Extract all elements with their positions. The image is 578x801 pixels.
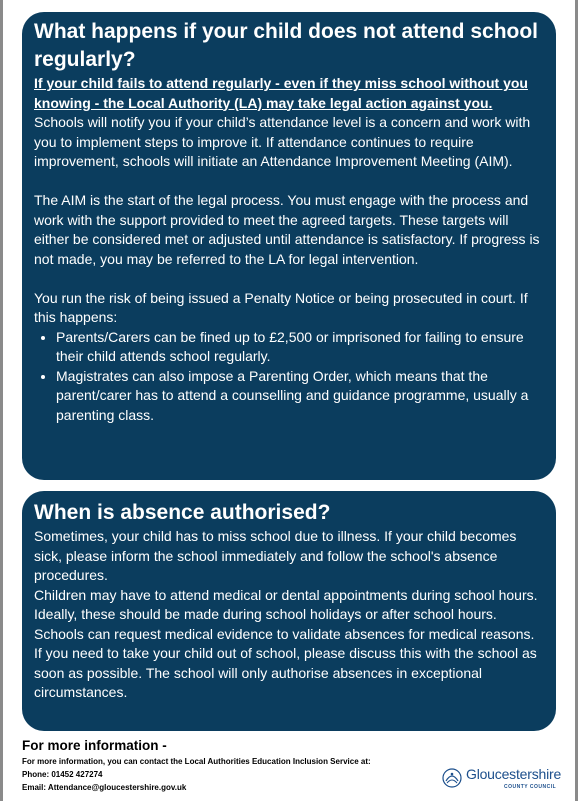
- council-crest-icon: [442, 767, 462, 789]
- paragraph-aim-process: The AIM is the start of the legal process. You must engage with the process and work with the support provided to meet the agreed targets. These targets will either be considered met or adjusted until attendance is satisfactory. If progress is not made, you may be referred to the LA for legal intervention.: [34, 192, 540, 267]
- footer-contact-intro: For more information, you can contact the Local Authorities Education Inclusion Service at:: [22, 757, 371, 766]
- spacer: [34, 172, 544, 192]
- logo-subtitle: COUNTY COUNCIL: [504, 784, 557, 790]
- gloucestershire-logo: [442, 766, 566, 796]
- page-border-left: [0, 0, 3, 801]
- footer-email[interactable]: Email: Attendance@gloucestershire.gov.uk: [22, 783, 187, 792]
- section-heading-attendance: What happens if your child does not attend school regularly?: [34, 20, 539, 71]
- paragraph-penalty-risk: You run the risk of being issued a Penalty Notice or being prosecuted in court. If this happens:: [34, 289, 528, 325]
- logo-name: Gloucestershire: [466, 766, 562, 782]
- paragraph-illness: Sometimes, your child has to miss school due to illness. If your child becomes sick, please inform the school immediately and follow the school's absence procedures.: [34, 528, 517, 583]
- attendance-section-panel: [22, 12, 556, 480]
- paragraph-exceptional: If you need to take your child out of school, please discuss this with the school as soon as possible. The school will only authorise absences in exceptional circumstances.: [34, 645, 537, 700]
- footer-title: For more information -: [22, 738, 167, 753]
- paragraph-appointments: Children may have to attend medical or dental appointments during school hours. Ideally, these should be made during school holidays or after school hours. Schools can request medical evidence to validate absences for medical reasons.: [34, 586, 538, 642]
- spacer: [34, 269, 544, 289]
- penalty-bullet-list: [34, 328, 544, 426]
- bullet-fine: • Parents/Carers can be fined up to £2,500 or imprisoned for failing to ensure their child attends school regularly.: [56, 328, 544, 367]
- section-heading-authorised: When is absence authorised?: [34, 501, 331, 524]
- legal-warning-lead: If your child fails to attend regularly - even if they miss school without you knowing - the Local Authority (LA) may take legal action against you.: [34, 75, 528, 111]
- paragraph-notification: Schools will notify you if your child’s attendance level is a concern and work with you to implement steps to improve it. If attendance continues to require improvement, schools will initiate an Attendance Improvement Meeting (AIM).: [34, 114, 531, 169]
- contact-footer: [22, 736, 422, 794]
- bullet-parenting-order: • Magistrates can also impose a Parenting Order, which means that the parent/carer has to attend a counselling and guidance programme, usually a parenting class.: [56, 367, 544, 426]
- footer-phone[interactable]: Phone: 01452 427274: [22, 770, 103, 779]
- authorised-absence-panel: [22, 491, 556, 731]
